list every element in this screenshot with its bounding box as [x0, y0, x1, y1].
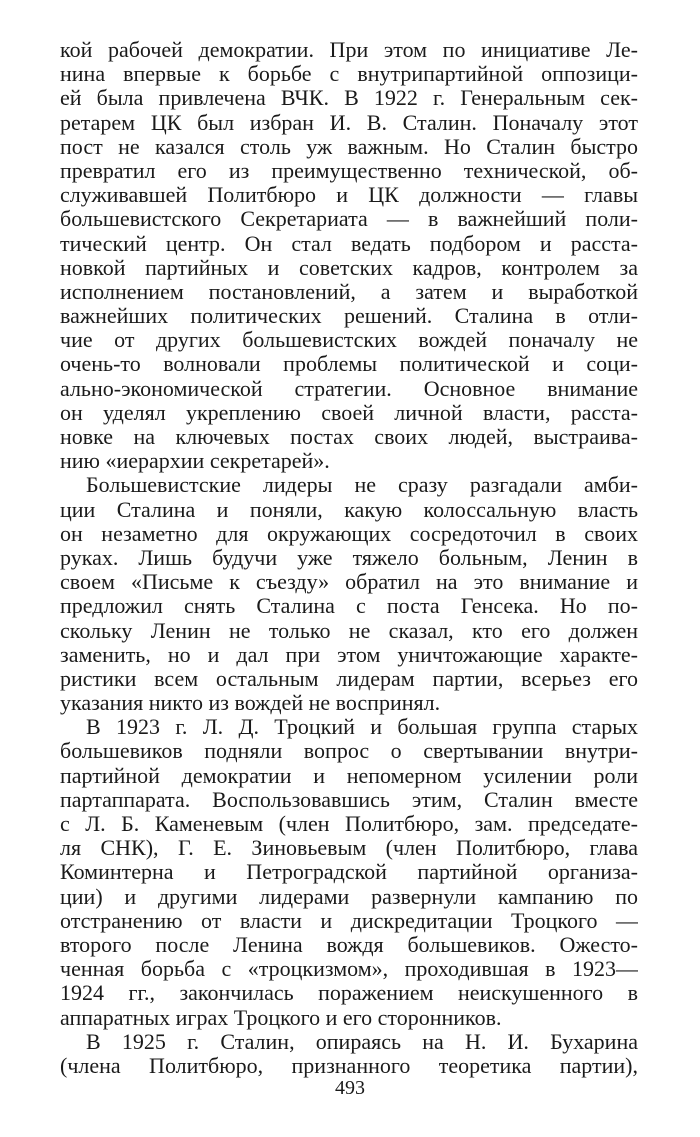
- text-line: ля СНК), Г. Е. Зиновьевым (член Политбюро, глава: [60, 836, 638, 861]
- text-line: пост не казался столь уж важным. Но Сталин быстро: [60, 134, 638, 159]
- page-number: 493: [335, 1077, 365, 1099]
- text-line: ей была привлечена ВЧК. В 1922 г. Генеральным сек-: [60, 86, 638, 111]
- text-line: с Л. Б. Каменевым (член Политбюро, зам. председате-: [60, 812, 638, 836]
- paragraph-first-line: Большевистские лидеры не сразу разгадали амби-: [86, 473, 638, 498]
- text-line: большевиков подняли вопрос о свертывании внутри-: [60, 739, 638, 764]
- text-line: он уделял укреплению своей личной власти, расста-: [60, 400, 638, 425]
- text-line: он незаметно для окружающих сосредоточил в своих: [60, 521, 638, 546]
- text-line: ально-экономической стратегии. Основное внимание: [60, 376, 638, 401]
- text-line: ции) и другими лидерами развернули кампанию по: [60, 884, 638, 909]
- text-line: чие от других большевистских вождей поначалу не: [60, 328, 638, 353]
- paragraph-end-line: указания никто из вождей не воспринял.: [60, 691, 441, 716]
- text-line: ристики всем остальным лидерам партии, всерьез его: [60, 666, 638, 691]
- text-line: скольку Ленин не только не сказал, кто его должен: [60, 618, 638, 643]
- text-line: отстранению от власти и дискредитации Троцкого —: [60, 908, 638, 933]
- text-line: партаппарата. Воспользовавшись этим, Сталин вместе: [60, 787, 638, 812]
- text-line: руках. Лишь будучи уже тяжело больным, Ленин в: [60, 545, 638, 570]
- paragraph-first-line: В 1925 г. Сталин, опираясь на Н. И. Бухарина: [86, 1029, 638, 1054]
- text-line: Коминтерна и Петроградской партийной организа-: [60, 860, 638, 885]
- text-line: предложил снять Сталина с поста Генсека. Но по-: [60, 594, 638, 619]
- text-line: новке на ключевых постах своих людей, выстраива-: [60, 425, 638, 449]
- text-line: второго после Ленина вождя большевиков. Ожесто-: [60, 932, 638, 957]
- text-line: (члена Политбюро, признанного теоретика партии),: [60, 1053, 638, 1078]
- text-line: важнейших политических решений. Сталина в отли-: [60, 304, 638, 329]
- paragraph-end-line: нию «иерархии секретарей».: [60, 449, 330, 474]
- paragraph-end-line: аппаратных играх Троцкого и его сторонников.: [60, 1005, 502, 1030]
- page-body-text: [60, 38, 638, 1078]
- text-line: исполнением постановлений, а затем и выработкой: [60, 279, 638, 304]
- text-line: 1924 гг., закончилась поражением неискушенного в: [60, 981, 638, 1006]
- text-line: заменить, но и дал при этом уничтожающие характе-: [60, 642, 638, 667]
- text-line: тический центр. Он стал ведать подбором и расста-: [60, 231, 638, 256]
- text-line: партийной демократии и непомерном усилении роли: [60, 763, 638, 788]
- text-line: кой рабочей демократии. При этом по инициативе Ле-: [60, 38, 638, 62]
- text-line: ченная борьба с «троцкизмом», проходившая в 1923—: [60, 957, 638, 982]
- text-line: ции Сталина и поняли, какую колоссальную власть: [60, 497, 638, 522]
- paragraph-first-line: В 1923 г. Л. Д. Троцкий и большая группа старых: [86, 715, 638, 740]
- text-line: ретарем ЦК был избран И. В. Сталин. Поначалу этот: [60, 110, 638, 135]
- text-line: новкой партийных и советских кадров, контролем за: [60, 255, 638, 280]
- text-line: превратил его из преимущественно технической, об-: [60, 158, 638, 183]
- text-line: нина впервые к борьбе с внутрипартийной оппозици-: [60, 62, 638, 87]
- text-line: служивавшей Политбюро и ЦК должности — главы: [60, 183, 638, 208]
- text-line: своем «Письме к съезду» обратил на это внимание и: [60, 570, 638, 595]
- text-line: очень-то волновали проблемы политической и соци-: [60, 352, 638, 377]
- text-line: большевистского Секретариата — в важнейший поли-: [60, 207, 638, 232]
